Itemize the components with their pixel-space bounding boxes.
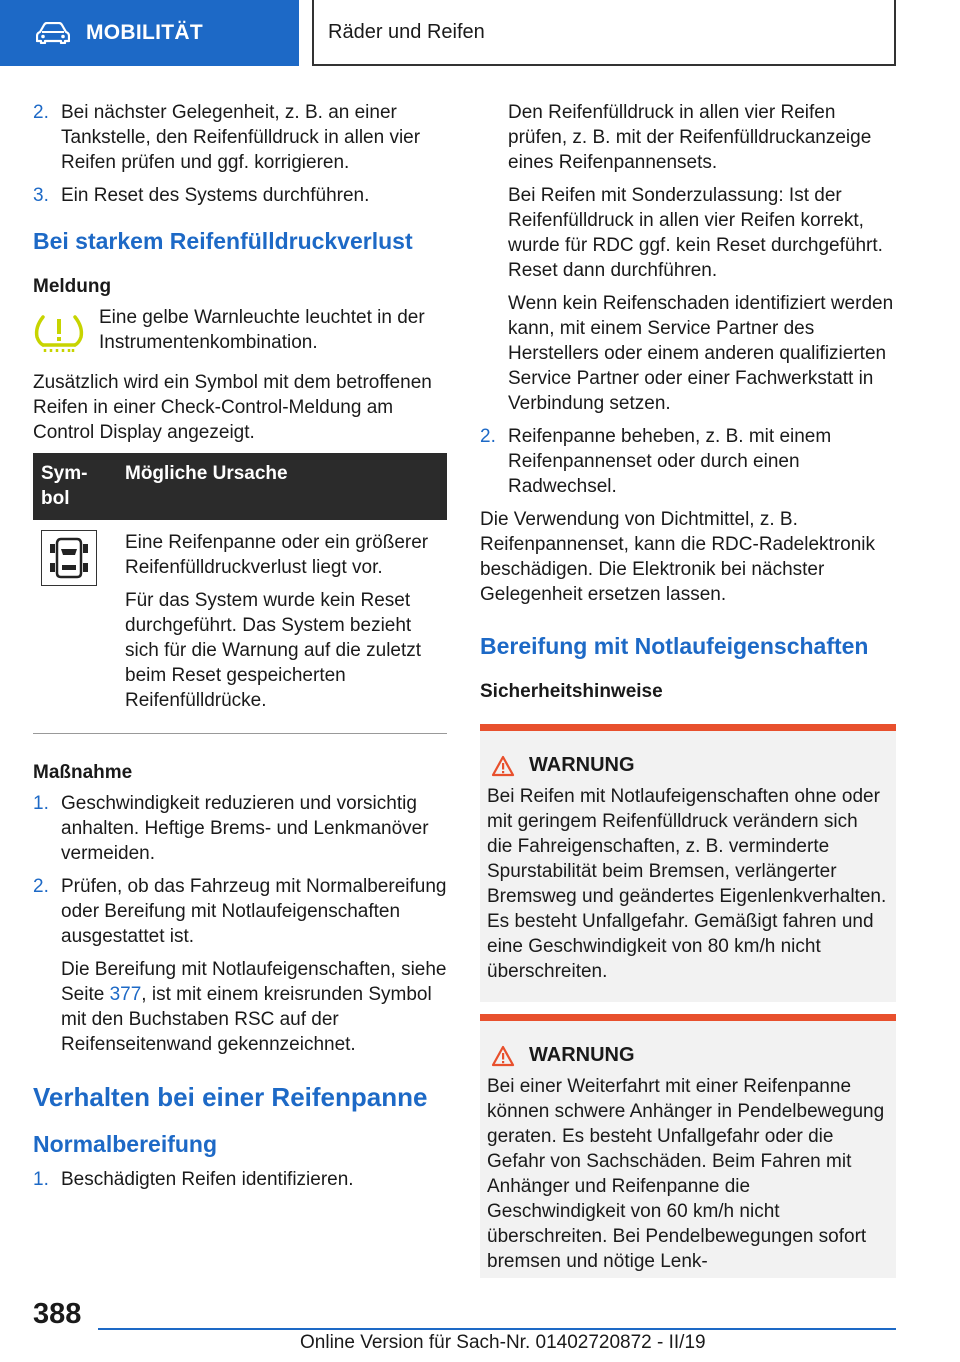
step-text: Prüfen, ob das Fahrzeug mit Normalbereifung oder Bereifung mit Notlaufeigenschaften ausgestattet ist.: [61, 876, 447, 947]
step-text: Ein Reset des Systems durchführen.: [61, 185, 370, 206]
step-item: [33, 100, 447, 175]
step-number: 2.: [33, 102, 49, 123]
section-tab[interactable]: [0, 0, 299, 66]
footer-divider: [98, 1328, 896, 1330]
warning-text: Bei einer Weiterfahrt mit einer Reifenpanne können schwere Anhänger in Pendelbewegung geraten. Es besteht Unfallgefahr oder die Gefahr von Sachschäden. Beim Fahren mit Anhänger und Reifenpanne die Geschwindigkeit von 60 km/h nicht überschreiten. Bei Pendelbewegungen sofort bremsen und nötige Lenk-: [487, 1076, 885, 1272]
step-item: [33, 1167, 447, 1192]
vehicle-tire-symbol-icon: [41, 530, 97, 586]
step-item: [480, 424, 896, 499]
warning-lamp-row: [33, 305, 447, 360]
step-text: Bei nächster Gelegenheit, z. B. an einer Tankstelle, den Reifenfülldruck in allen vier Reifen prüfen und ggf. korrigieren.: [61, 102, 421, 173]
cause-text-2: Für das System wurde kein Reset durchgeführt. Das System bezieht sich für die Warnung auf die zuletzt beim Reset gespeicherten Reifenfülldrücke.: [125, 590, 422, 711]
cause-text-1: Eine Reifenpanne oder ein größerer Reifenfülldruckverlust liegt vor.: [125, 532, 429, 578]
step-text: Beschädigten Reifen identifizieren.: [61, 1169, 354, 1190]
warning-triangle-icon: [491, 1045, 515, 1067]
footer-online-version: Online Version für Sach-Nr. 01402720872 - II/19: [300, 1332, 706, 1353]
check-pressure-para: Den Reifenfülldruck in allen vier Reifen prüfen, z. B. mit der Reifenfülldruckanzeige eines Reifenpannensets.: [508, 102, 872, 173]
step-item: [33, 791, 447, 866]
cause-table: [33, 453, 447, 734]
additional-info: Zusätzlich wird ein Symbol mit dem betroffenen Reifen in einer Check-Control-Meldung am Control Display angezeigt.: [33, 372, 432, 443]
tire-pressure-warning-icon: [33, 305, 99, 360]
left-column: [33, 100, 447, 1200]
service-partner-para: Wenn kein Reifenschaden identifiziert werden kann, mit einem Service Partner des Herstellers oder einem anderen qualifizierten Service Partner oder einer Fachwerkstatt in Verbindung setzen.: [508, 293, 894, 414]
section-label: MOBILITÄT: [86, 21, 204, 44]
heading-tire-puncture: Verhalten bei einer Reifenpanne: [33, 1082, 428, 1112]
car-icon: [36, 22, 70, 44]
heading-normal-tires: Normalbereifung: [33, 1131, 218, 1157]
ref-pre-text: Die Bereifung mit Notlaufeigenschaften, siehe Seite: [61, 959, 447, 1005]
warning-label: WARNUNG: [529, 1044, 635, 1066]
warning-label: WARNUNG: [529, 754, 635, 776]
step-number: 1.: [33, 1169, 49, 1190]
step-item: [33, 183, 447, 208]
warning-title: [487, 753, 888, 778]
step-number: 2.: [480, 426, 496, 447]
warning-box: [480, 1014, 896, 1278]
warning-title: [487, 1043, 888, 1068]
warning-text: Bei Reifen mit Notlaufeigenschaften ohne oder mit geringem Reifenfülldruck verändern sich die Fahreigenschaften, z. B. verminderte Spurstabilität beim Bremsen, verlängerter Bremsweg und geändertes Eigenlenkverhalten. Es besteht Unfallgefahr. Gemäßigt fahren und eine Geschwindigkeit von 80 km/h nicht überschreiten.: [487, 786, 887, 982]
heading-pressure-loss: Bei starkem Reifenfülldruckverlust: [33, 228, 413, 254]
heading-runflat: Bereifung mit Notlaufeigenschaften: [480, 633, 869, 659]
safety-label: Sicherheitshinweise: [480, 681, 663, 702]
warning-triangle-icon: [491, 755, 515, 777]
right-column: [480, 100, 896, 1278]
message-label: Meldung: [33, 276, 112, 297]
special-approval-para: Bei Reifen mit Sonderzulassung: Ist der Reifenfülldruck in allen vier Reifen korrekt, wurde für RDC ggf. kein Reset durchgeführt. Reset dann durchführen.: [508, 185, 883, 281]
sealant-info: Die Verwendung von Dichtmittel, z. B. Reifenpannenset, kann die RDC-Radelektronik beschädigen. Die Elektronik bei nächster Gelegenheit ersetzen lassen.: [480, 509, 876, 605]
warning-box: [480, 724, 896, 1002]
ref-post-text: , ist mit einem kreisrunden Symbol mit den Buchstaben RSC auf der Reifenseitenwand gekennzeichnet.: [61, 984, 432, 1055]
table-row: [33, 520, 447, 734]
rsc-reference-para: [33, 957, 447, 1057]
step-number: 2.: [33, 876, 49, 897]
lamp-description: Eine gelbe Warnleuchte leuchtet in der Instrumentenkombination.: [99, 307, 425, 353]
step-item: [33, 874, 447, 949]
step-number: 1.: [33, 793, 49, 814]
step-text: Reifenpanne beheben, z. B. mit einem Reifenpannenset oder durch einen Radwechsel.: [508, 426, 832, 497]
step-number: 3.: [33, 185, 49, 206]
chapter-title: Räder und Reifen: [312, 0, 896, 66]
step-text: Geschwindigkeit reduzieren und vorsichtig anhalten. Heftige Brems- und Lenkmanöver vermeiden.: [61, 793, 429, 864]
col-header-cause: Mögliche Ursache: [117, 453, 447, 520]
page-number: 388: [33, 1298, 82, 1330]
measure-label: Maßnahme: [33, 762, 133, 783]
col-header-symbol: Sym-bol: [33, 453, 117, 520]
page-reference-link[interactable]: 377: [109, 984, 142, 1005]
